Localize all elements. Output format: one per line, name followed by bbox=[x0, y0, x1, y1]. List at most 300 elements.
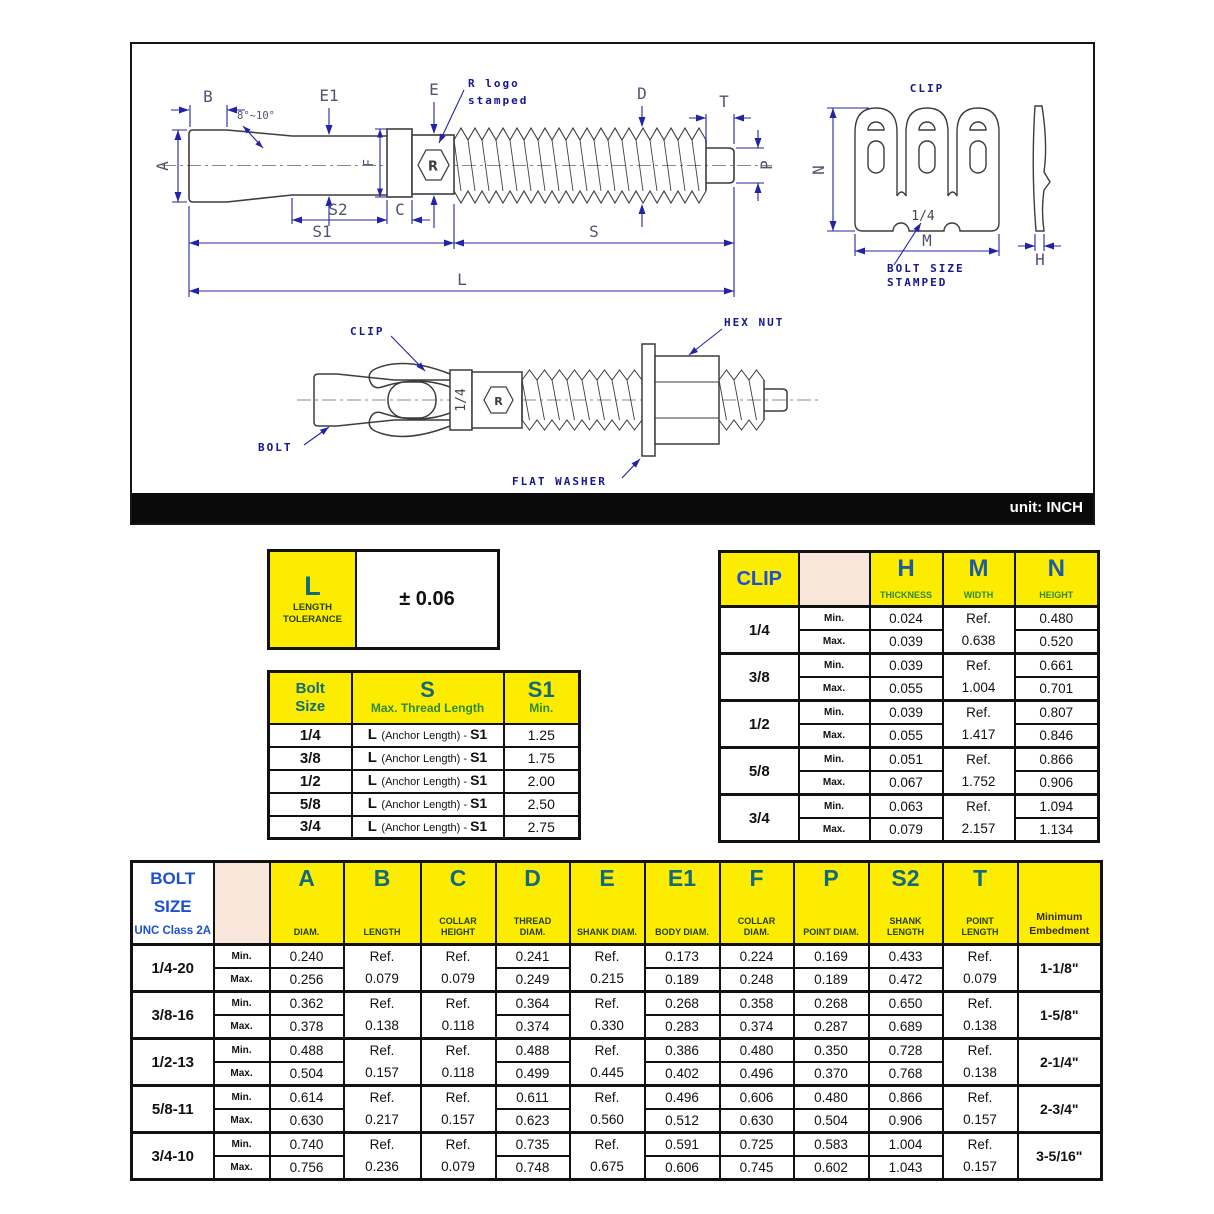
a-max: 0.504 bbox=[270, 1062, 344, 1086]
s1-min-cell: 2.50 bbox=[504, 793, 580, 816]
s1-min-cell: 2.75 bbox=[504, 816, 580, 839]
e-value: 0.330 bbox=[590, 1018, 624, 1033]
clip-header-n bbox=[1015, 552, 1099, 607]
thread-header-s1-letter: S1 bbox=[527, 676, 555, 702]
f-min: 0.358 bbox=[720, 992, 794, 1016]
header-c bbox=[421, 862, 496, 945]
dim-label-e1: E1 bbox=[319, 86, 339, 105]
dim-label-e: E bbox=[429, 80, 439, 99]
min-label: Min. bbox=[799, 748, 870, 772]
b-value: 0.157 bbox=[365, 1065, 399, 1080]
b-ref-cell bbox=[344, 1039, 421, 1086]
header-b bbox=[344, 862, 421, 945]
bolt-size-stamped-note-line2: STAMPED bbox=[887, 276, 948, 289]
ref-label: Ref. bbox=[594, 1043, 620, 1059]
main-title-cell bbox=[132, 862, 214, 945]
letter-a: A bbox=[298, 865, 315, 891]
size-cell: 3/8-16 bbox=[132, 992, 214, 1039]
header-t bbox=[943, 862, 1018, 945]
b-value: 0.236 bbox=[365, 1159, 399, 1174]
header-embedment bbox=[1018, 862, 1102, 945]
d-max: 0.374 bbox=[496, 1015, 570, 1039]
ref-label: Ref. bbox=[966, 799, 991, 815]
embedment-cell: 2-1/4" bbox=[1018, 1039, 1102, 1086]
f-max: 0.745 bbox=[720, 1156, 794, 1180]
ref-label: Ref. bbox=[445, 1090, 471, 1106]
max-label: Max. bbox=[214, 1015, 270, 1039]
label-e1: BODY DIAM. bbox=[655, 927, 709, 938]
f-max: 0.496 bbox=[720, 1062, 794, 1086]
dim-label-s2: S2 bbox=[328, 200, 348, 219]
ref-label: Ref. bbox=[369, 949, 395, 965]
d-min: 0.364 bbox=[496, 992, 570, 1016]
c-value: 0.157 bbox=[441, 1112, 475, 1127]
embedment-label-1: Minimum bbox=[1036, 910, 1083, 923]
p-max: 0.189 bbox=[794, 968, 869, 992]
ref-label: Ref. bbox=[967, 1043, 993, 1059]
n-max: 0.520 bbox=[1015, 630, 1099, 654]
a-min: 0.488 bbox=[270, 1039, 344, 1063]
formula-s1: S1 bbox=[470, 749, 488, 765]
ref-label: Ref. bbox=[967, 1090, 993, 1106]
s2-min: 0.866 bbox=[869, 1086, 943, 1110]
e1-max: 0.512 bbox=[645, 1109, 720, 1133]
formula-l: L bbox=[367, 772, 377, 789]
main-title-line1: BOLT bbox=[150, 869, 196, 889]
max-label: Max. bbox=[799, 818, 870, 842]
e1-max: 0.189 bbox=[645, 968, 720, 992]
s2-max: 0.472 bbox=[869, 968, 943, 992]
letter-p: P bbox=[823, 865, 839, 891]
a-min: 0.740 bbox=[270, 1133, 344, 1157]
main-subtitle: UNC Class 2A bbox=[134, 924, 212, 937]
header-a bbox=[270, 862, 344, 945]
letter-e: E bbox=[599, 865, 615, 891]
clip-dimension-arrows bbox=[830, 108, 1055, 255]
header-d bbox=[496, 862, 570, 945]
a-max: 0.256 bbox=[270, 968, 344, 992]
formula-mid: (Anchor Length) - bbox=[381, 753, 471, 765]
dim-label-d: D bbox=[637, 84, 647, 103]
size-cell: 3/8 bbox=[269, 747, 352, 770]
ref-label: Ref. bbox=[966, 611, 991, 627]
size-cell: 1/4 bbox=[269, 724, 352, 747]
s2-max: 0.906 bbox=[869, 1109, 943, 1133]
s2-min: 0.433 bbox=[869, 945, 943, 969]
bolt-side-view bbox=[162, 128, 772, 203]
min-label: Min. bbox=[214, 1039, 270, 1063]
r-logo: R bbox=[427, 159, 439, 175]
t-value: 0.079 bbox=[963, 971, 997, 986]
clip-table-title: CLIP bbox=[720, 552, 799, 607]
formula-s1: S1 bbox=[470, 726, 488, 742]
r-logo-note-line1: R logo bbox=[468, 77, 520, 90]
letter-d: D bbox=[524, 865, 541, 891]
bolt-dimension-table bbox=[130, 860, 1103, 1181]
n-min: 0.807 bbox=[1015, 701, 1099, 725]
n-min: 0.866 bbox=[1015, 748, 1099, 772]
ref-label: Ref. bbox=[369, 1137, 395, 1153]
min-label: Min. bbox=[799, 701, 870, 725]
label-p: POINT DIAM. bbox=[803, 927, 859, 938]
embedment-cell: 1-5/8" bbox=[1018, 992, 1102, 1039]
assembly-size-stamp: 1/4 bbox=[454, 388, 469, 412]
unit-label: unit: INCH bbox=[132, 493, 1093, 523]
h-min: 0.063 bbox=[870, 795, 943, 819]
max-label: Max. bbox=[214, 1062, 270, 1086]
e-value: 0.445 bbox=[590, 1065, 624, 1080]
dim-label-c: C bbox=[395, 200, 405, 219]
formula-l: L bbox=[367, 749, 377, 766]
size-cell: 3/4 bbox=[720, 795, 799, 842]
c-value: 0.079 bbox=[441, 971, 475, 986]
thread-header-bolt: Bolt bbox=[295, 679, 325, 697]
embedment-cell: 3-5/16" bbox=[1018, 1133, 1102, 1180]
n-max: 1.134 bbox=[1015, 818, 1099, 842]
label-e: SHANK DIAM. bbox=[577, 927, 637, 938]
h-max: 0.067 bbox=[870, 771, 943, 795]
formula-s1: S1 bbox=[470, 795, 488, 811]
e1-min: 0.386 bbox=[645, 1039, 720, 1063]
tolerance-label-line2: TOLERANCE bbox=[283, 614, 342, 626]
r-logo-note-line2: stamped bbox=[468, 94, 529, 107]
header-f bbox=[720, 862, 794, 945]
s1-min-cell: 2.00 bbox=[504, 770, 580, 793]
clip-dimensions bbox=[827, 108, 1061, 265]
n-max: 0.906 bbox=[1015, 771, 1099, 795]
m-ref-cell bbox=[943, 795, 1015, 842]
min-label: Min. bbox=[214, 992, 270, 1016]
min-label: Min. bbox=[214, 1086, 270, 1110]
a-max: 0.756 bbox=[270, 1156, 344, 1180]
e-ref-cell bbox=[570, 1039, 645, 1086]
formula-s1: S1 bbox=[470, 772, 488, 788]
header-s2 bbox=[869, 862, 943, 945]
p-max: 0.370 bbox=[794, 1062, 869, 1086]
m-value: 1.417 bbox=[961, 727, 996, 742]
dim-label-s: S bbox=[589, 222, 599, 241]
ref-label: Ref. bbox=[594, 1090, 620, 1106]
dim-label-a: A bbox=[153, 161, 172, 171]
d-max: 0.623 bbox=[496, 1109, 570, 1133]
label-f: COLLAR DIAM. bbox=[737, 915, 776, 938]
t-ref-cell bbox=[943, 1133, 1018, 1180]
max-label: Max. bbox=[214, 1156, 270, 1180]
dim-label-p: P bbox=[757, 160, 776, 170]
m-value: 2.157 bbox=[961, 821, 996, 836]
main-title-line2: SIZE bbox=[153, 896, 192, 916]
thread-header-bolt-size bbox=[269, 672, 352, 724]
m-ref-cell bbox=[943, 607, 1015, 654]
dim-label-s1: S1 bbox=[312, 222, 332, 241]
s1-min-cell: 1.25 bbox=[504, 724, 580, 747]
m-value: 1.752 bbox=[961, 774, 996, 789]
ref-label: Ref. bbox=[369, 996, 395, 1012]
clip-blank-cell bbox=[799, 552, 870, 607]
h-max: 0.039 bbox=[870, 630, 943, 654]
min-label: Min. bbox=[799, 795, 870, 819]
size-cell: 1/2-13 bbox=[132, 1039, 214, 1086]
clip-header-m bbox=[943, 552, 1015, 607]
embedment-label-2: Embedment bbox=[1029, 925, 1090, 938]
dim-label-f: F bbox=[362, 159, 377, 167]
formula-cell bbox=[352, 816, 504, 839]
assembly-r-logo: R bbox=[494, 395, 503, 408]
thread-header-s-label: Max. Thread Length bbox=[370, 700, 485, 715]
ref-label: Ref. bbox=[966, 705, 991, 721]
e1-min: 0.173 bbox=[645, 945, 720, 969]
c-ref-cell bbox=[421, 1039, 496, 1086]
tolerance-letter: L bbox=[304, 570, 321, 601]
ref-label: Ref. bbox=[445, 1043, 471, 1059]
formula-l: L bbox=[367, 726, 377, 743]
f-min: 0.606 bbox=[720, 1086, 794, 1110]
dim-label-t: T bbox=[719, 92, 729, 111]
assembly-label-bolt: BOLT bbox=[258, 441, 293, 454]
embedment-cell: 2-3/4" bbox=[1018, 1086, 1102, 1133]
formula-l: L bbox=[367, 817, 377, 835]
bolt-size-stamped-note-line1: BOLT SIZE bbox=[887, 262, 965, 275]
b-value: 0.217 bbox=[365, 1112, 399, 1127]
min-label: Min. bbox=[799, 607, 870, 631]
clip-n-letter: N bbox=[1047, 555, 1065, 582]
e1-min: 0.268 bbox=[645, 992, 720, 1016]
label-s2: SHANK LENGTH bbox=[887, 915, 924, 938]
angle-note: 8°~10° bbox=[237, 110, 275, 122]
clip-h-label: THICKNESS bbox=[879, 590, 932, 601]
d-max: 0.748 bbox=[496, 1156, 570, 1180]
dim-label-n: N bbox=[809, 165, 828, 175]
b-value: 0.079 bbox=[365, 971, 399, 986]
embedment-cell: 1-1/8" bbox=[1018, 945, 1102, 992]
a-min: 0.240 bbox=[270, 945, 344, 969]
c-ref-cell bbox=[421, 992, 496, 1039]
clip-front-view bbox=[855, 106, 1050, 231]
max-label: Max. bbox=[214, 968, 270, 992]
h-min: 0.024 bbox=[870, 607, 943, 631]
thread-header-s bbox=[352, 672, 504, 724]
thread-header-s-letter: S bbox=[420, 676, 435, 702]
ref-label: Ref. bbox=[967, 996, 993, 1012]
formula-l: L bbox=[367, 795, 377, 812]
ref-label: Ref. bbox=[594, 949, 620, 965]
p-max: 0.602 bbox=[794, 1156, 869, 1180]
ref-label: Ref. bbox=[594, 1137, 620, 1153]
clip-dimension-table bbox=[718, 550, 1100, 843]
c-ref-cell bbox=[421, 945, 496, 992]
e-value: 0.560 bbox=[590, 1112, 624, 1127]
p-min: 0.169 bbox=[794, 945, 869, 969]
d-min: 0.488 bbox=[496, 1039, 570, 1063]
ref-label: Ref. bbox=[369, 1090, 395, 1106]
e-value: 0.675 bbox=[590, 1159, 624, 1174]
max-label: Max. bbox=[799, 771, 870, 795]
c-value: 0.118 bbox=[441, 1018, 475, 1033]
clip-view-title: CLIP bbox=[909, 82, 945, 95]
p-min: 0.480 bbox=[794, 1086, 869, 1110]
c-ref-cell bbox=[421, 1086, 496, 1133]
d-min: 0.241 bbox=[496, 945, 570, 969]
tolerance-value: ± 0.06 bbox=[356, 551, 499, 649]
dim-label-b: B bbox=[203, 87, 213, 106]
formula-cell bbox=[352, 770, 504, 793]
formula-mid: (Anchor Length) - bbox=[381, 799, 471, 811]
max-label: Max. bbox=[799, 724, 870, 748]
clip-m-letter: M bbox=[968, 555, 989, 582]
h-min: 0.039 bbox=[870, 654, 943, 678]
formula-cell bbox=[352, 724, 504, 747]
e1-max: 0.606 bbox=[645, 1156, 720, 1180]
d-min: 0.611 bbox=[496, 1086, 570, 1110]
e1-max: 0.283 bbox=[645, 1015, 720, 1039]
p-min: 0.583 bbox=[794, 1133, 869, 1157]
ref-label: Ref. bbox=[445, 1137, 471, 1153]
e1-min: 0.591 bbox=[645, 1133, 720, 1157]
e-ref-cell bbox=[570, 992, 645, 1039]
e1-min: 0.496 bbox=[645, 1086, 720, 1110]
c-value: 0.079 bbox=[441, 1159, 475, 1174]
header-e1 bbox=[645, 862, 720, 945]
h-max: 0.055 bbox=[870, 677, 943, 701]
n-min: 0.480 bbox=[1015, 607, 1099, 631]
main-blank-cell bbox=[214, 862, 270, 945]
h-max: 0.055 bbox=[870, 724, 943, 748]
b-ref-cell bbox=[344, 1133, 421, 1180]
size-cell: 1/2 bbox=[269, 770, 352, 793]
t-ref-cell bbox=[943, 1039, 1018, 1086]
h-min: 0.051 bbox=[870, 748, 943, 772]
f-max: 0.374 bbox=[720, 1015, 794, 1039]
f-max: 0.248 bbox=[720, 968, 794, 992]
formula-cell bbox=[352, 793, 504, 816]
e-ref-cell bbox=[570, 1133, 645, 1180]
thread-header-size: Size bbox=[295, 697, 326, 715]
s2-min: 1.004 bbox=[869, 1133, 943, 1157]
dim-label-h: H bbox=[1035, 250, 1045, 269]
n-max: 0.701 bbox=[1015, 677, 1099, 701]
m-value: 0.638 bbox=[961, 633, 996, 648]
formula-mid: (Anchor Length) - bbox=[381, 776, 471, 788]
letter-t: T bbox=[972, 865, 988, 891]
p-min: 0.350 bbox=[794, 1039, 869, 1063]
m-value: 1.004 bbox=[961, 680, 996, 695]
n-min: 0.661 bbox=[1015, 654, 1099, 678]
label-a: DIAM. bbox=[293, 927, 320, 938]
b-value: 0.138 bbox=[365, 1018, 399, 1033]
d-max: 0.249 bbox=[496, 968, 570, 992]
e1-max: 0.402 bbox=[645, 1062, 720, 1086]
tolerance-header-cell bbox=[269, 551, 357, 649]
t-value: 0.138 bbox=[963, 1065, 997, 1080]
t-value: 0.157 bbox=[963, 1112, 997, 1127]
size-cell: 1/4-20 bbox=[132, 945, 214, 992]
formula-mid: (Anchor Length) - bbox=[381, 730, 471, 742]
formula-s1: S1 bbox=[470, 817, 488, 834]
letter-b: B bbox=[373, 865, 391, 891]
formula-mid: (Anchor Length) - bbox=[381, 821, 471, 834]
f-min: 0.480 bbox=[720, 1039, 794, 1063]
e-ref-cell bbox=[570, 1086, 645, 1133]
t-value: 0.138 bbox=[963, 1018, 997, 1033]
thread-header-s1-label: Min. bbox=[529, 700, 554, 715]
clip-n-label: HEIGHT bbox=[1039, 590, 1074, 601]
ref-label: Ref. bbox=[369, 1043, 395, 1059]
assembly-view bbox=[297, 344, 822, 456]
tolerance-label-line1: LENGTH bbox=[292, 601, 333, 613]
m-ref-cell bbox=[943, 654, 1015, 701]
dim-label-l: L bbox=[457, 270, 467, 289]
ref-label: Ref. bbox=[966, 658, 991, 674]
s2-max: 0.768 bbox=[869, 1062, 943, 1086]
s2-min: 0.650 bbox=[869, 992, 943, 1016]
b-ref-cell bbox=[344, 945, 421, 992]
assembly-label-flat-washer: FLAT WASHER bbox=[512, 475, 607, 488]
letter-c: C bbox=[449, 865, 467, 891]
ref-label: Ref. bbox=[967, 949, 993, 965]
t-ref-cell bbox=[943, 1086, 1018, 1133]
letter-s2: S2 bbox=[891, 865, 920, 891]
f-max: 0.630 bbox=[720, 1109, 794, 1133]
ref-label: Ref. bbox=[594, 996, 620, 1012]
clip-h-letter: H bbox=[897, 555, 915, 582]
label-t: POINT LENGTH bbox=[961, 915, 999, 938]
ref-label: Ref. bbox=[967, 1137, 993, 1153]
n-max: 0.846 bbox=[1015, 724, 1099, 748]
min-label: Min. bbox=[214, 945, 270, 969]
clip-header-h bbox=[870, 552, 943, 607]
label-b: LENGTH bbox=[363, 927, 401, 938]
m-ref-cell bbox=[943, 748, 1015, 795]
m-ref-cell bbox=[943, 701, 1015, 748]
label-c: COLLAR HEIGHT bbox=[439, 915, 477, 938]
s2-min: 0.728 bbox=[869, 1039, 943, 1063]
size-cell: 3/8 bbox=[720, 654, 799, 701]
size-cell: 5/8 bbox=[720, 748, 799, 795]
s2-max: 1.043 bbox=[869, 1156, 943, 1180]
a-max: 0.378 bbox=[270, 1015, 344, 1039]
drawing-panel bbox=[130, 42, 1095, 525]
h-min: 0.039 bbox=[870, 701, 943, 725]
min-label: Min. bbox=[214, 1133, 270, 1157]
p-min: 0.268 bbox=[794, 992, 869, 1016]
f-min: 0.224 bbox=[720, 945, 794, 969]
assembly-label-clip: CLIP bbox=[350, 325, 385, 338]
max-label: Max. bbox=[799, 677, 870, 701]
ref-label: Ref. bbox=[445, 949, 471, 965]
s1-min-cell: 1.75 bbox=[504, 747, 580, 770]
d-max: 0.499 bbox=[496, 1062, 570, 1086]
b-ref-cell bbox=[344, 1086, 421, 1133]
size-cell: 3/4-10 bbox=[132, 1133, 214, 1180]
size-cell: 5/8 bbox=[269, 793, 352, 816]
ref-label: Ref. bbox=[966, 752, 991, 768]
length-tolerance-table bbox=[267, 549, 500, 650]
a-max: 0.630 bbox=[270, 1109, 344, 1133]
max-label: Max. bbox=[214, 1109, 270, 1133]
c-value: 0.118 bbox=[441, 1065, 475, 1080]
t-ref-cell bbox=[943, 992, 1018, 1039]
p-max: 0.287 bbox=[794, 1015, 869, 1039]
h-max: 0.079 bbox=[870, 818, 943, 842]
clip-m-label: WIDTH bbox=[963, 590, 994, 601]
header-e bbox=[570, 862, 645, 945]
technical-drawing bbox=[132, 44, 1093, 493]
bolt-dimension-arrows bbox=[175, 107, 762, 295]
assembly-label-hex-nut: HEX NUT bbox=[724, 316, 785, 329]
size-cell: 3/4 bbox=[269, 816, 352, 839]
d-min: 0.735 bbox=[496, 1133, 570, 1157]
label-d: THREAD DIAM. bbox=[513, 915, 552, 938]
